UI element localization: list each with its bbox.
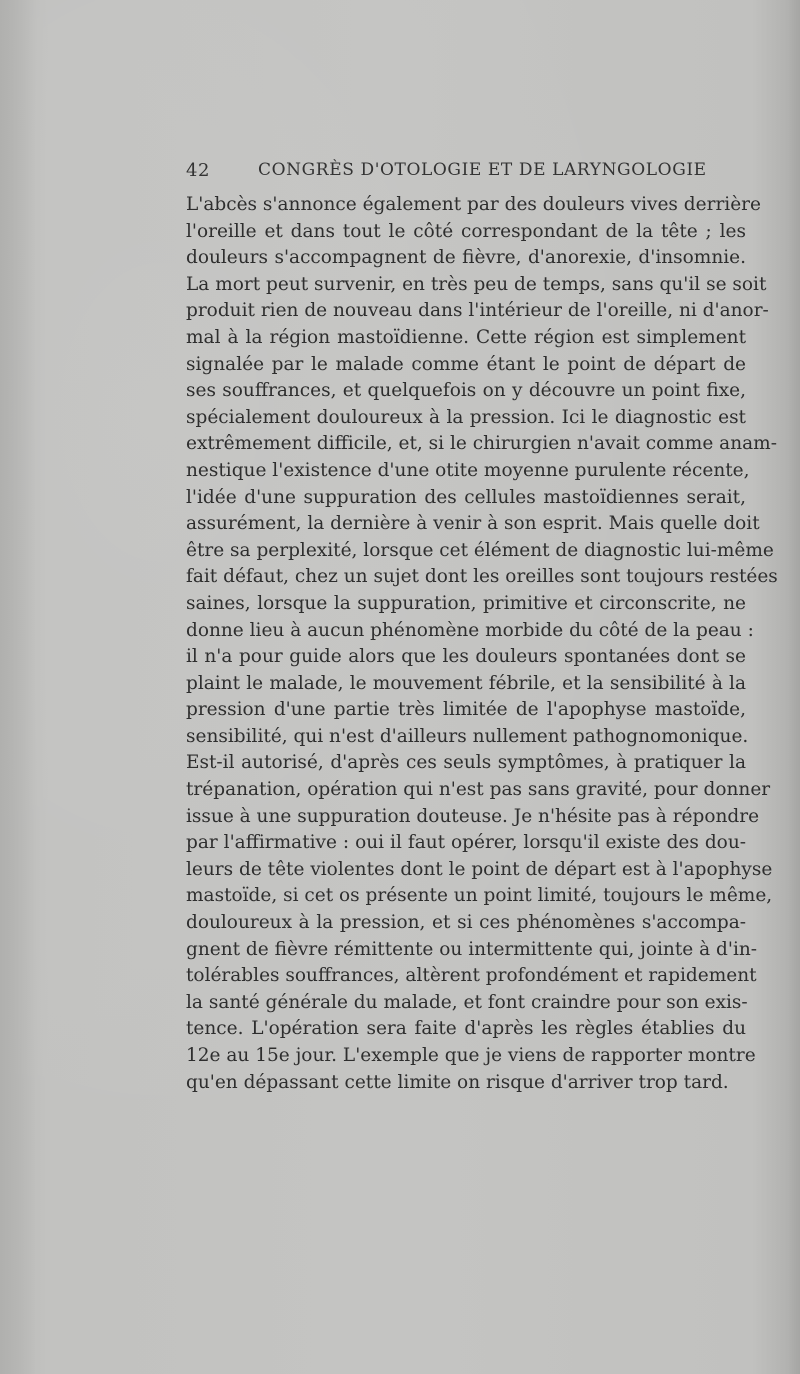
- text-line: extrêmement difficile, et, si le chirurgien n'avait comme anam-: [186, 433, 777, 455]
- text-line: ses souffrances, et quelquefois on y découvre un point fixe,: [186, 380, 746, 402]
- text-line: saines, lorsque la suppuration, primitive et circonscrite, ne: [186, 592, 746, 614]
- text-line: assurément, la dernière à venir à son esprit. Mais quelle doit: [186, 513, 760, 535]
- text-line: donne lieu à aucun phénomène morbide du côté de la peau :: [186, 619, 754, 641]
- text-line: pression d'une partie très limitée de l'apophyse mastoïde,: [186, 699, 746, 721]
- text-line: issue à une suppuration douteuse. Je n'hésite pas à répondre: [186, 805, 760, 827]
- body-paragraph: [186, 192, 778, 1096]
- text-line: spécialement douloureux à la pression. Ici le diagnostic est: [186, 406, 746, 428]
- running-title: CONGRÈS D'OTOLOGIE ET DE LARYNGOLOGIE: [258, 160, 707, 180]
- text-line: tence. L'opération sera faite d'après les règles établies du: [186, 1018, 746, 1040]
- page-right-edge-shadow: [788, 0, 800, 1374]
- text-line: leurs de tête violentes dont le point de départ est à l'apophyse: [186, 858, 773, 880]
- text-line-final: qu'en dépassant cette limite on risque d'arriver trop tard.: [186, 1071, 729, 1093]
- text-line: douleurs s'accompagnent de fièvre, d'anorexie, d'insomnie.: [186, 247, 746, 269]
- text-line: Est-il autorisé, d'après ces seuls symptômes, à pratiquer la: [186, 752, 746, 774]
- text-line: l'idée d'une suppuration des cellules mastoïdiennes serait,: [186, 486, 746, 508]
- text-line: l'oreille et dans tout le côté correspondant de la tête ; les: [186, 220, 746, 242]
- text-line: douloureux à la pression, et si ces phénomènes s'accompa-: [186, 912, 746, 934]
- text-line: tolérables souffrances, altèrent profondément et rapidement: [186, 965, 757, 987]
- text-line: trépanation, opération qui n'est pas sans gravité, pour donner: [186, 779, 771, 801]
- text-line: être sa perplexité, lorsque cet élément de diagnostic lui-même: [186, 539, 774, 561]
- text-line: il n'a pour guide alors que les douleurs spontanées dont se: [186, 646, 746, 668]
- page-number: 42: [186, 160, 210, 181]
- text-line: la santé générale du malade, et font craindre pour son exis-: [186, 991, 748, 1013]
- text-line: sensibilité, qui n'est d'ailleurs nullement pathognomonique.: [186, 725, 749, 747]
- text-line: gnent de fièvre rémittente ou intermittente qui, jointe à d'in-: [186, 938, 758, 960]
- text-line: fait défaut, chez un sujet dont les oreilles sont toujours restées: [186, 566, 778, 588]
- text-line: par l'affirmative : oui il faut opérer, lorsqu'il existe des dou-: [186, 832, 746, 854]
- text-line: produit rien de nouveau dans l'intérieur de l'oreille, ni d'anor-: [186, 300, 769, 322]
- text-line: mastoïde, si cet os présente un point limité, toujours le même,: [186, 885, 773, 907]
- text-line: mal à la région mastoïdienne. Cette région est simplement: [186, 326, 746, 348]
- page-header: [186, 160, 746, 188]
- text-line: 12e au 15e jour. L'exemple que je viens de rapporter montre: [186, 1045, 756, 1066]
- text-line: signalée par le malade comme étant le point de départ de: [186, 353, 746, 375]
- text-line: nestique l'existence d'une otite moyenne purulente récente,: [186, 459, 750, 481]
- text-line: La mort peut survenir, en très peu de temps, sans qu'il se soit: [186, 273, 767, 295]
- text-line: L'abcès s'annonce également par des douleurs vives derrière: [186, 194, 761, 215]
- text-line: plaint le malade, le mouvement fébrile, et la sensibilité à la: [186, 672, 746, 694]
- page-left-edge-shadow: [0, 0, 36, 1374]
